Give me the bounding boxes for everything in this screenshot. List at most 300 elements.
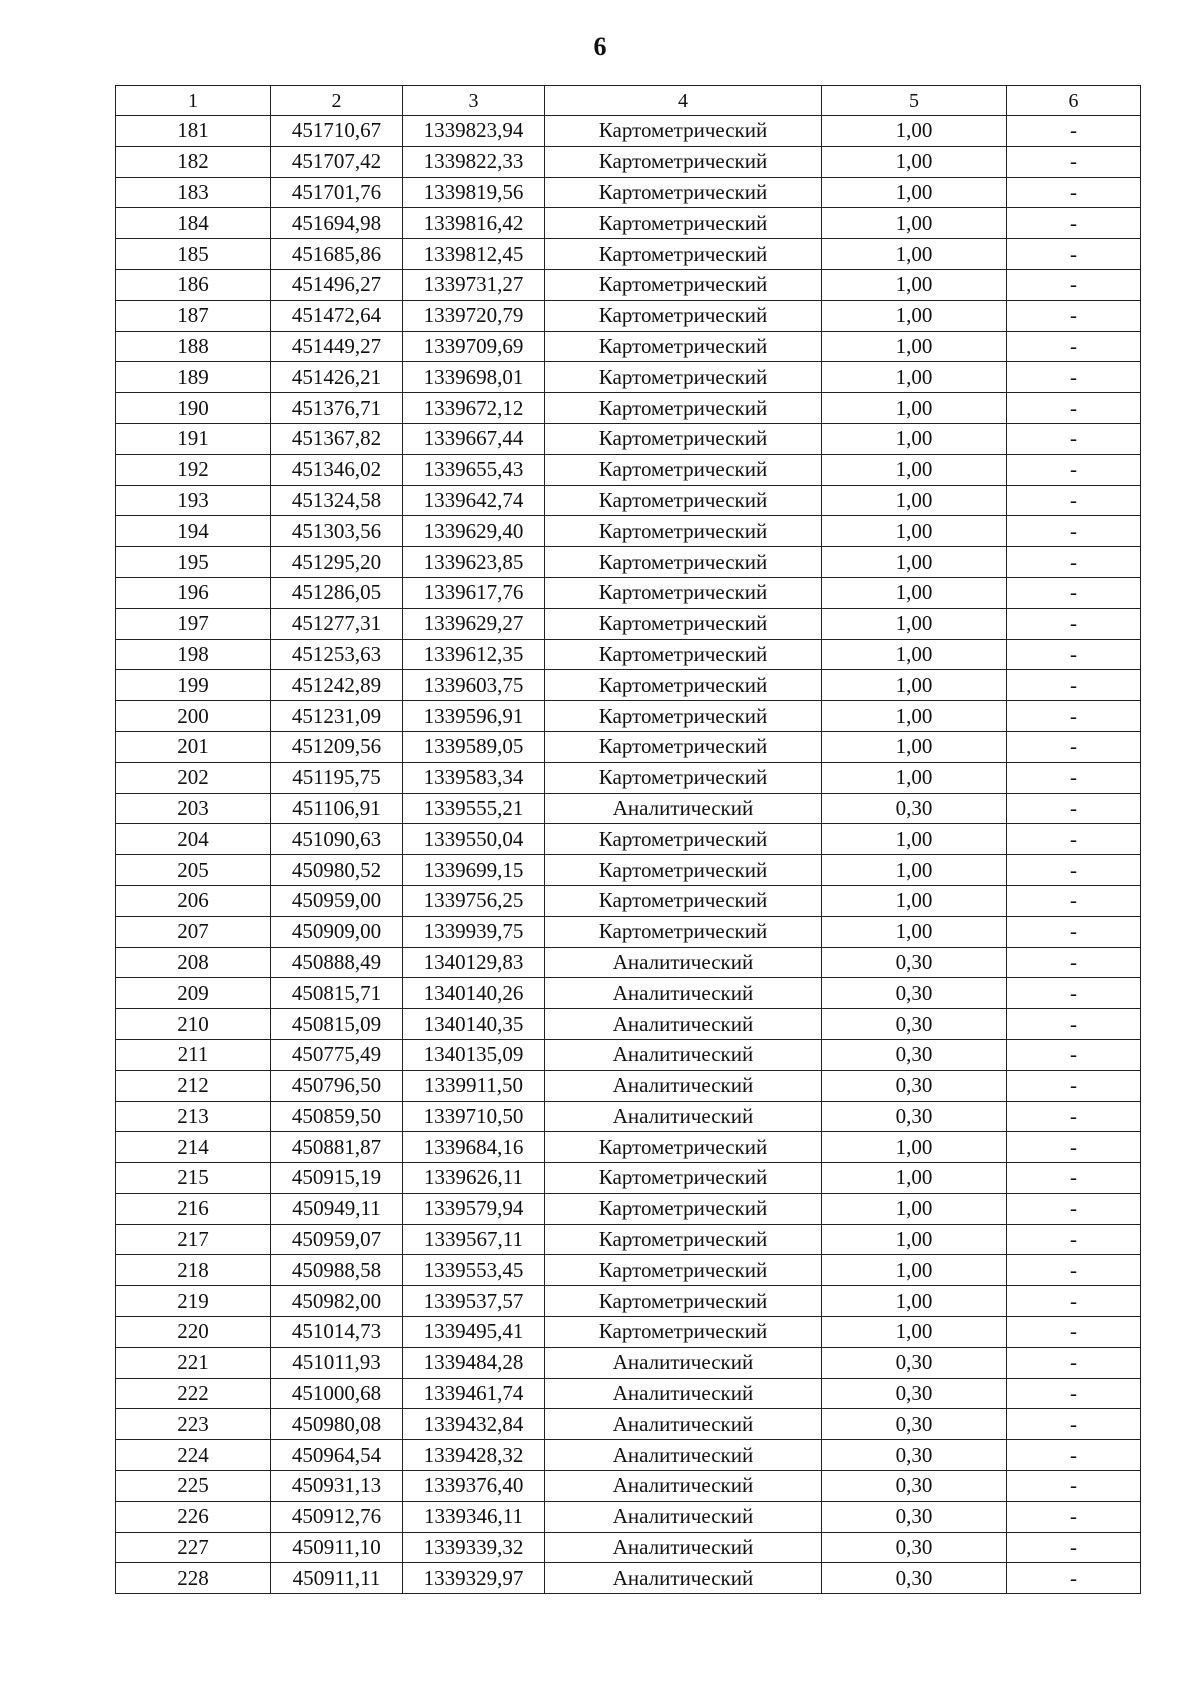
note-cell: - (1007, 1101, 1141, 1132)
x-coordinate-cell: 451195,75 (271, 762, 403, 793)
accuracy-cell: 1,00 (822, 1163, 1007, 1194)
table-row (116, 1009, 1141, 1040)
method-cell: Картометрический (545, 1317, 822, 1348)
x-coordinate-cell: 451367,82 (271, 423, 403, 454)
note-cell: - (1007, 855, 1141, 886)
x-coordinate-cell: 451242,89 (271, 670, 403, 701)
y-coordinate-cell: 1339567,11 (403, 1224, 545, 1255)
y-coordinate-cell: 1339623,85 (403, 547, 545, 578)
column-header-3: 3 (403, 86, 545, 116)
table-row (116, 454, 1141, 485)
point-number-cell: 222 (116, 1378, 271, 1409)
note-cell: - (1007, 300, 1141, 331)
y-coordinate-cell: 1339819,56 (403, 177, 545, 208)
y-coordinate-cell: 1339709,69 (403, 331, 545, 362)
point-number-cell: 226 (116, 1501, 271, 1532)
accuracy-cell: 1,00 (822, 208, 1007, 239)
x-coordinate-cell: 450859,50 (271, 1101, 403, 1132)
note-cell: - (1007, 454, 1141, 485)
y-coordinate-cell: 1339911,50 (403, 1070, 545, 1101)
point-number-cell: 227 (116, 1532, 271, 1563)
note-cell: - (1007, 670, 1141, 701)
y-coordinate-cell: 1339428,32 (403, 1440, 545, 1471)
y-coordinate-cell: 1340129,83 (403, 947, 545, 978)
point-number-cell: 203 (116, 793, 271, 824)
method-cell: Картометрический (545, 177, 822, 208)
point-number-cell: 205 (116, 855, 271, 886)
method-cell: Картометрический (545, 701, 822, 732)
point-number-cell: 213 (116, 1101, 271, 1132)
point-number-cell: 201 (116, 731, 271, 762)
y-coordinate-cell: 1339710,50 (403, 1101, 545, 1132)
y-coordinate-cell: 1339684,16 (403, 1132, 545, 1163)
x-coordinate-cell: 450980,08 (271, 1409, 403, 1440)
table-row (116, 762, 1141, 793)
note-cell: - (1007, 1070, 1141, 1101)
point-number-cell: 200 (116, 701, 271, 732)
y-coordinate-cell: 1339617,76 (403, 577, 545, 608)
method-cell: Аналитический (545, 1501, 822, 1532)
x-coordinate-cell: 451426,21 (271, 362, 403, 393)
method-cell: Аналитический (545, 1532, 822, 1563)
y-coordinate-cell: 1340135,09 (403, 1039, 545, 1070)
method-cell: Аналитический (545, 978, 822, 1009)
accuracy-cell: 1,00 (822, 300, 1007, 331)
accuracy-cell: 1,00 (822, 1193, 1007, 1224)
method-cell: Картометрический (545, 855, 822, 886)
x-coordinate-cell: 450949,11 (271, 1193, 403, 1224)
note-cell: - (1007, 793, 1141, 824)
accuracy-cell: 1,00 (822, 116, 1007, 147)
point-number-cell: 216 (116, 1193, 271, 1224)
accuracy-cell: 1,00 (822, 824, 1007, 855)
method-cell: Картометрический (545, 670, 822, 701)
table-row (116, 1563, 1141, 1594)
method-cell: Картометрический (545, 1163, 822, 1194)
y-coordinate-cell: 1339376,40 (403, 1471, 545, 1502)
page-number: 6 (593, 32, 607, 61)
point-number-cell: 183 (116, 177, 271, 208)
method-cell: Картометрический (545, 1255, 822, 1286)
method-cell: Картометрический (545, 762, 822, 793)
note-cell: - (1007, 1471, 1141, 1502)
y-coordinate-cell: 1339642,74 (403, 485, 545, 516)
y-coordinate-cell: 1339629,27 (403, 608, 545, 639)
y-coordinate-cell: 1339553,45 (403, 1255, 545, 1286)
column-header-5: 5 (822, 86, 1007, 116)
table-row (116, 1501, 1141, 1532)
y-coordinate-cell: 1339667,44 (403, 423, 545, 454)
method-cell: Картометрический (545, 362, 822, 393)
accuracy-cell: 1,00 (822, 701, 1007, 732)
point-number-cell: 193 (116, 485, 271, 516)
method-cell: Картометрический (545, 208, 822, 239)
note-cell: - (1007, 978, 1141, 1009)
accuracy-cell: 0,30 (822, 1070, 1007, 1101)
method-cell: Аналитический (545, 1563, 822, 1594)
method-cell: Картометрический (545, 639, 822, 670)
x-coordinate-cell: 450815,71 (271, 978, 403, 1009)
method-cell: Аналитический (545, 947, 822, 978)
note-cell: - (1007, 1039, 1141, 1070)
point-number-cell: 212 (116, 1070, 271, 1101)
y-coordinate-cell: 1339461,74 (403, 1378, 545, 1409)
point-number-cell: 221 (116, 1347, 271, 1378)
accuracy-cell: 1,00 (822, 239, 1007, 270)
point-number-cell: 186 (116, 269, 271, 300)
point-number-cell: 223 (116, 1409, 271, 1440)
x-coordinate-cell: 451000,68 (271, 1378, 403, 1409)
table-row (116, 547, 1141, 578)
point-number-cell: 191 (116, 423, 271, 454)
table-row (116, 1286, 1141, 1317)
y-coordinate-cell: 1339555,21 (403, 793, 545, 824)
point-number-cell: 181 (116, 116, 271, 147)
table-row (116, 793, 1141, 824)
note-cell: - (1007, 116, 1141, 147)
note-cell: - (1007, 1132, 1141, 1163)
x-coordinate-cell: 451014,73 (271, 1317, 403, 1348)
x-coordinate-cell: 450796,50 (271, 1070, 403, 1101)
x-coordinate-cell: 450911,11 (271, 1563, 403, 1594)
table-row (116, 1070, 1141, 1101)
note-cell: - (1007, 1347, 1141, 1378)
method-cell: Аналитический (545, 1070, 822, 1101)
table-row (116, 1255, 1141, 1286)
table-row (116, 1471, 1141, 1502)
note-cell: - (1007, 1563, 1141, 1594)
x-coordinate-cell: 450888,49 (271, 947, 403, 978)
accuracy-cell: 0,30 (822, 793, 1007, 824)
accuracy-cell: 1,00 (822, 516, 1007, 547)
x-coordinate-cell: 450915,19 (271, 1163, 403, 1194)
method-cell: Картометрический (545, 1132, 822, 1163)
y-coordinate-cell: 1339822,33 (403, 146, 545, 177)
y-coordinate-cell: 1339756,25 (403, 885, 545, 916)
method-cell: Аналитический (545, 1101, 822, 1132)
method-cell: Картометрический (545, 824, 822, 855)
table-row (116, 239, 1141, 270)
note-cell: - (1007, 762, 1141, 793)
point-number-cell: 219 (116, 1286, 271, 1317)
accuracy-cell: 1,00 (822, 1132, 1007, 1163)
table-row (116, 1532, 1141, 1563)
method-cell: Аналитический (545, 1440, 822, 1471)
x-coordinate-cell: 451286,05 (271, 577, 403, 608)
y-coordinate-cell: 1339812,45 (403, 239, 545, 270)
table-row (116, 1347, 1141, 1378)
table-row (116, 731, 1141, 762)
x-coordinate-cell: 451209,56 (271, 731, 403, 762)
x-coordinate-cell: 450988,58 (271, 1255, 403, 1286)
x-coordinate-cell: 451694,98 (271, 208, 403, 239)
accuracy-cell: 0,30 (822, 1347, 1007, 1378)
x-coordinate-cell: 451295,20 (271, 547, 403, 578)
y-coordinate-cell: 1339698,01 (403, 362, 545, 393)
accuracy-cell: 1,00 (822, 639, 1007, 670)
accuracy-cell: 1,00 (822, 177, 1007, 208)
point-number-cell: 182 (116, 146, 271, 177)
column-header-4: 4 (545, 86, 822, 116)
point-number-cell: 188 (116, 331, 271, 362)
table-row (116, 516, 1141, 547)
y-coordinate-cell: 1339583,34 (403, 762, 545, 793)
method-cell: Аналитический (545, 1409, 822, 1440)
point-number-cell: 185 (116, 239, 271, 270)
accuracy-cell: 0,30 (822, 947, 1007, 978)
table-row (116, 208, 1141, 239)
accuracy-cell: 0,30 (822, 1563, 1007, 1594)
column-header-2: 2 (271, 86, 403, 116)
accuracy-cell: 0,30 (822, 1532, 1007, 1563)
note-cell: - (1007, 731, 1141, 762)
table-row (116, 1224, 1141, 1255)
point-number-cell: 195 (116, 547, 271, 578)
y-coordinate-cell: 1339823,94 (403, 116, 545, 147)
table-row (116, 947, 1141, 978)
point-number-cell: 184 (116, 208, 271, 239)
method-cell: Картометрический (545, 1224, 822, 1255)
method-cell: Картометрический (545, 485, 822, 516)
x-coordinate-cell: 451685,86 (271, 239, 403, 270)
note-cell: - (1007, 1255, 1141, 1286)
accuracy-cell: 1,00 (822, 1255, 1007, 1286)
accuracy-cell: 0,30 (822, 1009, 1007, 1040)
method-cell: Картометрический (545, 331, 822, 362)
point-number-cell: 194 (116, 516, 271, 547)
x-coordinate-cell: 450909,00 (271, 916, 403, 947)
x-coordinate-cell: 451376,71 (271, 393, 403, 424)
accuracy-cell: 1,00 (822, 331, 1007, 362)
table-row (116, 670, 1141, 701)
column-header-1: 1 (116, 86, 271, 116)
x-coordinate-cell: 450912,76 (271, 1501, 403, 1532)
point-number-cell: 215 (116, 1163, 271, 1194)
x-coordinate-cell: 450815,09 (271, 1009, 403, 1040)
accuracy-cell: 1,00 (822, 1286, 1007, 1317)
table-row (116, 393, 1141, 424)
accuracy-cell: 1,00 (822, 146, 1007, 177)
note-cell: - (1007, 547, 1141, 578)
accuracy-cell: 1,00 (822, 1224, 1007, 1255)
table-row (116, 423, 1141, 454)
method-cell: Картометрический (545, 423, 822, 454)
x-coordinate-cell: 451253,63 (271, 639, 403, 670)
x-coordinate-cell: 450881,87 (271, 1132, 403, 1163)
point-number-cell: 210 (116, 1009, 271, 1040)
x-coordinate-cell: 450911,10 (271, 1532, 403, 1563)
point-number-cell: 189 (116, 362, 271, 393)
method-cell: Картометрический (545, 916, 822, 947)
y-coordinate-cell: 1340140,26 (403, 978, 545, 1009)
note-cell: - (1007, 608, 1141, 639)
note-cell: - (1007, 1409, 1141, 1440)
table-row (116, 608, 1141, 639)
x-coordinate-cell: 450775,49 (271, 1039, 403, 1070)
y-coordinate-cell: 1339731,27 (403, 269, 545, 300)
y-coordinate-cell: 1339655,43 (403, 454, 545, 485)
y-coordinate-cell: 1339339,32 (403, 1532, 545, 1563)
y-coordinate-cell: 1339629,40 (403, 516, 545, 547)
y-coordinate-cell: 1339329,97 (403, 1563, 545, 1594)
note-cell: - (1007, 1378, 1141, 1409)
accuracy-cell: 0,30 (822, 1440, 1007, 1471)
table-row (116, 824, 1141, 855)
point-number-cell: 211 (116, 1039, 271, 1070)
note-cell: - (1007, 1532, 1141, 1563)
x-coordinate-cell: 450959,07 (271, 1224, 403, 1255)
note-cell: - (1007, 362, 1141, 393)
x-coordinate-cell: 451277,31 (271, 608, 403, 639)
y-coordinate-cell: 1339816,42 (403, 208, 545, 239)
note-cell: - (1007, 393, 1141, 424)
y-coordinate-cell: 1339720,79 (403, 300, 545, 331)
note-cell: - (1007, 701, 1141, 732)
table-row (116, 1101, 1141, 1132)
column-header-6: 6 (1007, 86, 1141, 116)
point-number-cell: 198 (116, 639, 271, 670)
note-cell: - (1007, 577, 1141, 608)
table-row (116, 1193, 1141, 1224)
table-row (116, 146, 1141, 177)
table-body (116, 116, 1141, 1594)
accuracy-cell: 1,00 (822, 608, 1007, 639)
x-coordinate-cell: 451701,76 (271, 177, 403, 208)
accuracy-cell: 1,00 (822, 393, 1007, 424)
table-row (116, 1378, 1141, 1409)
note-cell: - (1007, 485, 1141, 516)
note-cell: - (1007, 239, 1141, 270)
table-row (116, 885, 1141, 916)
y-coordinate-cell: 1339626,11 (403, 1163, 545, 1194)
y-coordinate-cell: 1339537,57 (403, 1286, 545, 1317)
point-number-cell: 228 (116, 1563, 271, 1594)
note-cell: - (1007, 1224, 1141, 1255)
table-row (116, 300, 1141, 331)
note-cell: - (1007, 208, 1141, 239)
x-coordinate-cell: 450964,54 (271, 1440, 403, 1471)
method-cell: Аналитический (545, 793, 822, 824)
point-number-cell: 192 (116, 454, 271, 485)
y-coordinate-cell: 1339495,41 (403, 1317, 545, 1348)
accuracy-cell: 1,00 (822, 454, 1007, 485)
x-coordinate-cell: 451449,27 (271, 331, 403, 362)
x-coordinate-cell: 451106,91 (271, 793, 403, 824)
table-row (116, 1163, 1141, 1194)
point-number-cell: 214 (116, 1132, 271, 1163)
note-cell: - (1007, 146, 1141, 177)
accuracy-cell: 0,30 (822, 1471, 1007, 1502)
accuracy-cell: 0,30 (822, 1101, 1007, 1132)
point-number-cell: 196 (116, 577, 271, 608)
y-coordinate-cell: 1339589,05 (403, 731, 545, 762)
accuracy-cell: 1,00 (822, 547, 1007, 578)
y-coordinate-cell: 1339596,91 (403, 701, 545, 732)
accuracy-cell: 1,00 (822, 485, 1007, 516)
note-cell: - (1007, 423, 1141, 454)
table-row (116, 1317, 1141, 1348)
method-cell: Аналитический (545, 1009, 822, 1040)
method-cell: Аналитический (545, 1471, 822, 1502)
header-row (116, 86, 1141, 116)
note-cell: - (1007, 269, 1141, 300)
note-cell: - (1007, 1163, 1141, 1194)
note-cell: - (1007, 1317, 1141, 1348)
x-coordinate-cell: 450980,52 (271, 855, 403, 886)
y-coordinate-cell: 1339432,84 (403, 1409, 545, 1440)
x-coordinate-cell: 451472,64 (271, 300, 403, 331)
x-coordinate-cell: 451324,58 (271, 485, 403, 516)
note-cell: - (1007, 1440, 1141, 1471)
accuracy-cell: 1,00 (822, 577, 1007, 608)
note-cell: - (1007, 1193, 1141, 1224)
note-cell: - (1007, 177, 1141, 208)
accuracy-cell: 1,00 (822, 916, 1007, 947)
note-cell: - (1007, 885, 1141, 916)
accuracy-cell: 1,00 (822, 269, 1007, 300)
y-coordinate-cell: 1340140,35 (403, 1009, 545, 1040)
table-row (116, 1132, 1141, 1163)
note-cell: - (1007, 516, 1141, 547)
method-cell: Картометрический (545, 393, 822, 424)
method-cell: Картометрический (545, 547, 822, 578)
point-number-cell: 199 (116, 670, 271, 701)
table-row (116, 1039, 1141, 1070)
accuracy-cell: 1,00 (822, 762, 1007, 793)
point-number-cell: 220 (116, 1317, 271, 1348)
table-row (116, 116, 1141, 147)
method-cell: Картометрический (545, 1193, 822, 1224)
method-cell: Картометрический (545, 454, 822, 485)
x-coordinate-cell: 450931,13 (271, 1471, 403, 1502)
x-coordinate-cell: 451346,02 (271, 454, 403, 485)
y-coordinate-cell: 1339699,15 (403, 855, 545, 886)
method-cell: Картометрический (545, 300, 822, 331)
accuracy-cell: 1,00 (822, 855, 1007, 886)
point-number-cell: 204 (116, 824, 271, 855)
x-coordinate-cell: 451011,93 (271, 1347, 403, 1378)
point-number-cell: 207 (116, 916, 271, 947)
note-cell: - (1007, 947, 1141, 978)
point-number-cell: 190 (116, 393, 271, 424)
method-cell: Картометрический (545, 116, 822, 147)
point-number-cell: 187 (116, 300, 271, 331)
table-row (116, 577, 1141, 608)
table-row (116, 1409, 1141, 1440)
point-number-cell: 206 (116, 885, 271, 916)
note-cell: - (1007, 639, 1141, 670)
accuracy-cell: 1,00 (822, 670, 1007, 701)
table-row (116, 639, 1141, 670)
accuracy-cell: 1,00 (822, 362, 1007, 393)
x-coordinate-cell: 451303,56 (271, 516, 403, 547)
accuracy-cell: 0,30 (822, 1409, 1007, 1440)
method-cell: Картометрический (545, 516, 822, 547)
table-row (116, 362, 1141, 393)
method-cell: Аналитический (545, 1378, 822, 1409)
table-header (116, 86, 1141, 116)
x-coordinate-cell: 451710,67 (271, 116, 403, 147)
table-row (116, 916, 1141, 947)
x-coordinate-cell: 450982,00 (271, 1286, 403, 1317)
method-cell: Картометрический (545, 608, 822, 639)
point-number-cell: 202 (116, 762, 271, 793)
note-cell: - (1007, 331, 1141, 362)
accuracy-cell: 0,30 (822, 978, 1007, 1009)
y-coordinate-cell: 1339612,35 (403, 639, 545, 670)
note-cell: - (1007, 916, 1141, 947)
accuracy-cell: 0,30 (822, 1039, 1007, 1070)
